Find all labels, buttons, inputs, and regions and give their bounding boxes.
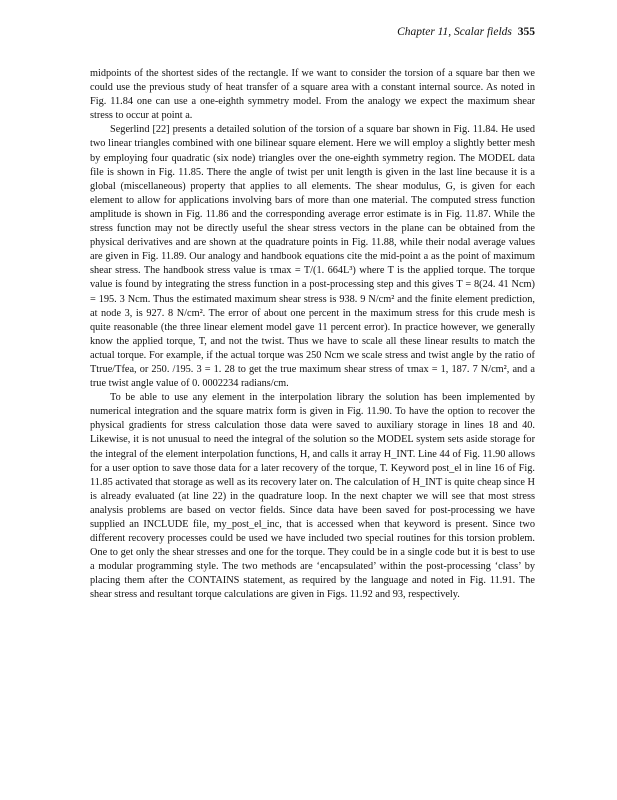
page-number: 355 [517, 26, 535, 38]
running-header [397, 26, 535, 38]
paragraph: midpoints of the shortest sides of the rectangle. If we want to consider the torsion of a square bar then we could use the previous study of heat transfer of a square area with a constant internal source. As noted in Fig. 11.84 one can use a one-eighth symmetry model. From the analogy we expect the maximum shear stress to occur at point a. [90, 68, 535, 122]
paragraph: Segerlind [22] presents a detailed solution of the torsion of a square bar shown in Fig. 11.84. He used two linear triangles combined with one bilinear square element. Here we will employ a slightly better mesh by employing four quadratic (six node) triangles over the one-eighth symmetry region. The MODEL data file is shown in Fig. 11.85. There the angle of twist per unit length is given in the last line because it is a global (miscellaneous) property that applies to all elements. The shear modulus, G, is given for each element to allow for applications involving bars of more than one material. The computed stress function amplitude is shown in Fig. 11.86 and the corresponding average error estimate is in Fig. 11.87. While the stress function may not be directly useful the shear stress vectors in the plane can be obtained from the physical derivatives and are shown at the quadrature points in Fig. 11.88, while their nodal average values are given in Fig. 11.89. Our analogy and handbook equations cite the mid-point a as the point of maximum shear stress. The handbook stress value is τmax = T/(1. 664L³) where T is the applied torque. The torque value is found by integrating the stress function in a post-processing step and this gives T = 8(24. 41 Ncm) = 195. 3 Ncm. Thus the estimated maximum shear stress is 938. 9 N/cm² and the finite element prediction, at node 3, is 927. 8 N/cm². The error of about one percent in the maximum stress for this crude mesh is quite reasonable (the three linear element model gave 11 percent error). In practice however, we generally know the applied torque, T, and not the twist. Thus we have to scale all these linear results to match the actual torque. For example, if the actual torque was 250 Ncm we scale stress and twist angle by the ratio of Ttrue/Tfea, or 250. /195. 3 = 1. 28 to get the true maximum shear stress of τmax = 1, 187. 7 N/cm², and a true twist angle value of 0. 0002234 radians/cm. [90, 124, 535, 390]
chapter-title: Chapter 11, Scalar fields [397, 26, 512, 38]
body-text [90, 67, 535, 603]
paragraph: To be able to use any element in the interpolation library the solution has been implemented by numerical integration and the square matrix form is given in Fig. 11.90. To have the option to recover the physical gradients for stress calculation those data were saved to auxiliary storage in lines 18 and 40. Likewise, it is not unusual to need the integral of the solution so the MODEL system sets aside storage for the integral of the element interpolation functions, H, and calls it array H_INT. Line 44 of Fig. 11.90 allows for a user option to save those data for a later recovery of the torque, T. Keyword post_el in line 16 of Fig. 11.85 activated that storage as well as its recovery later on. The calculation of H_INT is quite cheap since H is already evaluated (at line 22) in the quadrature loop. In the next chapter we will see that most stress analysis problems are based on vector fields. Since data have been saved for post-processing we have supplied an INCLUDE file, my_post_el_inc, that is accessed when that keyword is present. Since two different recovery processes could be used we have included two special routines for this torsion problem. One to get only the shear stresses and one for the torque. They could be in a single code but it is best to use a modular programming style. The two methods are ‘encapsulated’ within the post-processing ‘class’ by placing them after the CONTAINS statement, as required by the language and noted in Fig. 11.91. The shear stress and resultant torque calculations are given in Figs. 11.92 and 93, respectively. [90, 392, 535, 601]
